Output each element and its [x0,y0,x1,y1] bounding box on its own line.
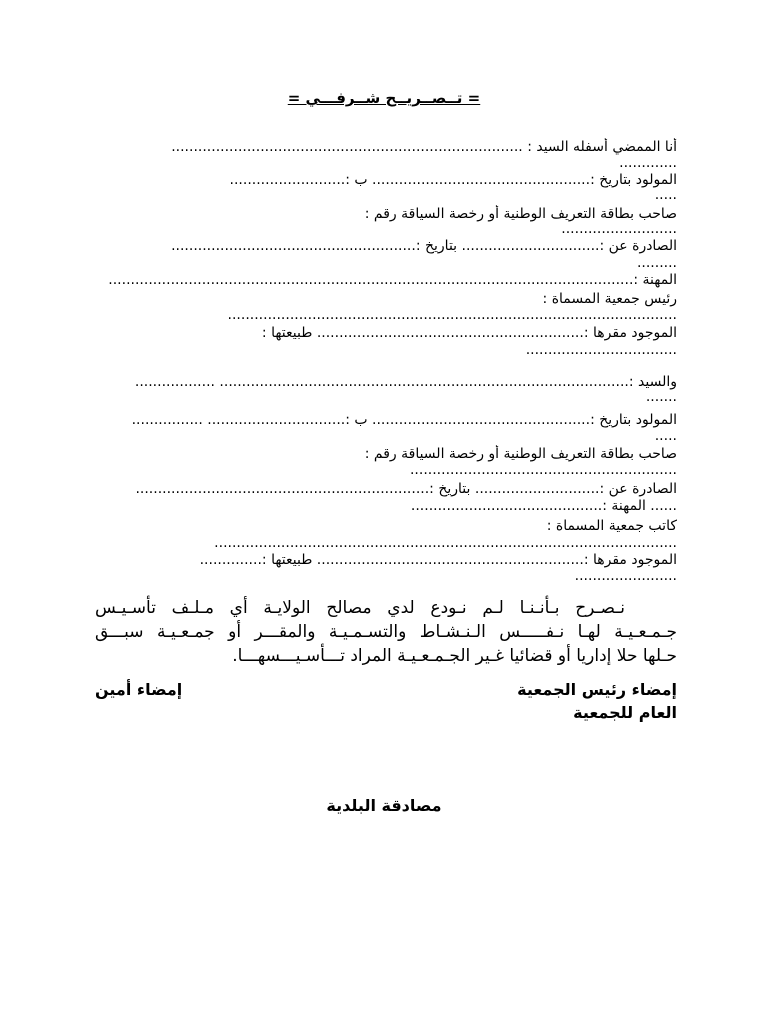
signatures-row [95,679,677,701]
secretary-headquarters-line: الموجود مقرها :............................................................ طبيعتها :.............. [199,552,677,568]
president-id-card-line: صاحب بطاقة التعريف الوطنية أو رخصة السياقة رقم : [364,206,677,222]
declaration-line: حـلها حلا إداريا أو قضائيا غـير الجـمـعـيـة المراد تـــأسـيـــسهـــا. [232,646,677,666]
president-issued-line: الصادرة عن :............................... بتاريخ :....................................................... [171,238,677,254]
president-association-continuation: ..................................................................................................... [227,307,677,323]
president-signature-label: إمضاء رئيس الجمعية [517,680,677,699]
secretary-headquarters-continuation: ....................... [574,568,677,584]
president-headquarters-continuation: .................................. [525,342,677,358]
declaration-line: نـصـرح بـأنـنـا لـم نـودع لدي مصالح الولايـة أي مـلـف تأسـيـس [95,598,625,618]
secretary-name-line: والسيد :............................................................................................ .................. [134,374,677,390]
secretary-name-continuation: ....... [645,389,677,405]
secretary-profession-line: ...... المهنة :........................................... [410,498,677,514]
president-association-line: رئيس جمعية المسماة : [542,291,677,307]
secretary-birth-line: المولود بتاريخ :................................................. ب :............................... ................ [131,412,677,428]
president-id-card-continuation: .......................... [561,221,677,237]
secretary-id-card-line: صاحب بطاقة التعريف الوطنية أو رخصة السياقة رقم : [364,446,677,462]
president-birth-line: المولود بتاريخ :................................................. ب :.......................... [229,172,677,188]
secretary-association-line: كاتب جمعية المسماة : [546,518,677,534]
secretary-association-continuation: ........................................................................................................ [214,535,677,551]
secretary-birth-continuation: ..... [654,428,677,444]
document-title [0,89,768,107]
secretary-signature-label: إمضاء أمين [95,680,183,699]
president-headquarters-line: الموجود مقرها :............................................................ طبيعتها : [261,325,677,341]
document-title-text: = تــصــريــح شــرفـــي = [287,89,481,107]
secretary-issued-line: الصادرة عن :............................ بتاريخ :.................................................................. [135,481,677,497]
president-name-line: أنا الممضي أسفله السيد : ............................................................................... [171,139,677,155]
president-birth-continuation: ..... [654,187,677,203]
declaration-line: جـمـعـيـة لهـا نـفـــــس الـنـشـاط والتسـمـيـة والمقـــر أو جمـعـيـة سبـــق [95,622,677,642]
president-issued-continuation: ......... [636,255,677,271]
secretary-id-card-continuation: ............................................................ [409,462,677,478]
municipality-certification-label: مصادقة البلدية [326,796,442,815]
president-name-continuation: ............. [619,155,677,171]
secretary-signature-continuation: العام للجمعية [573,703,677,722]
president-profession-line: المهنة :...................................................................................................................... [108,272,677,288]
